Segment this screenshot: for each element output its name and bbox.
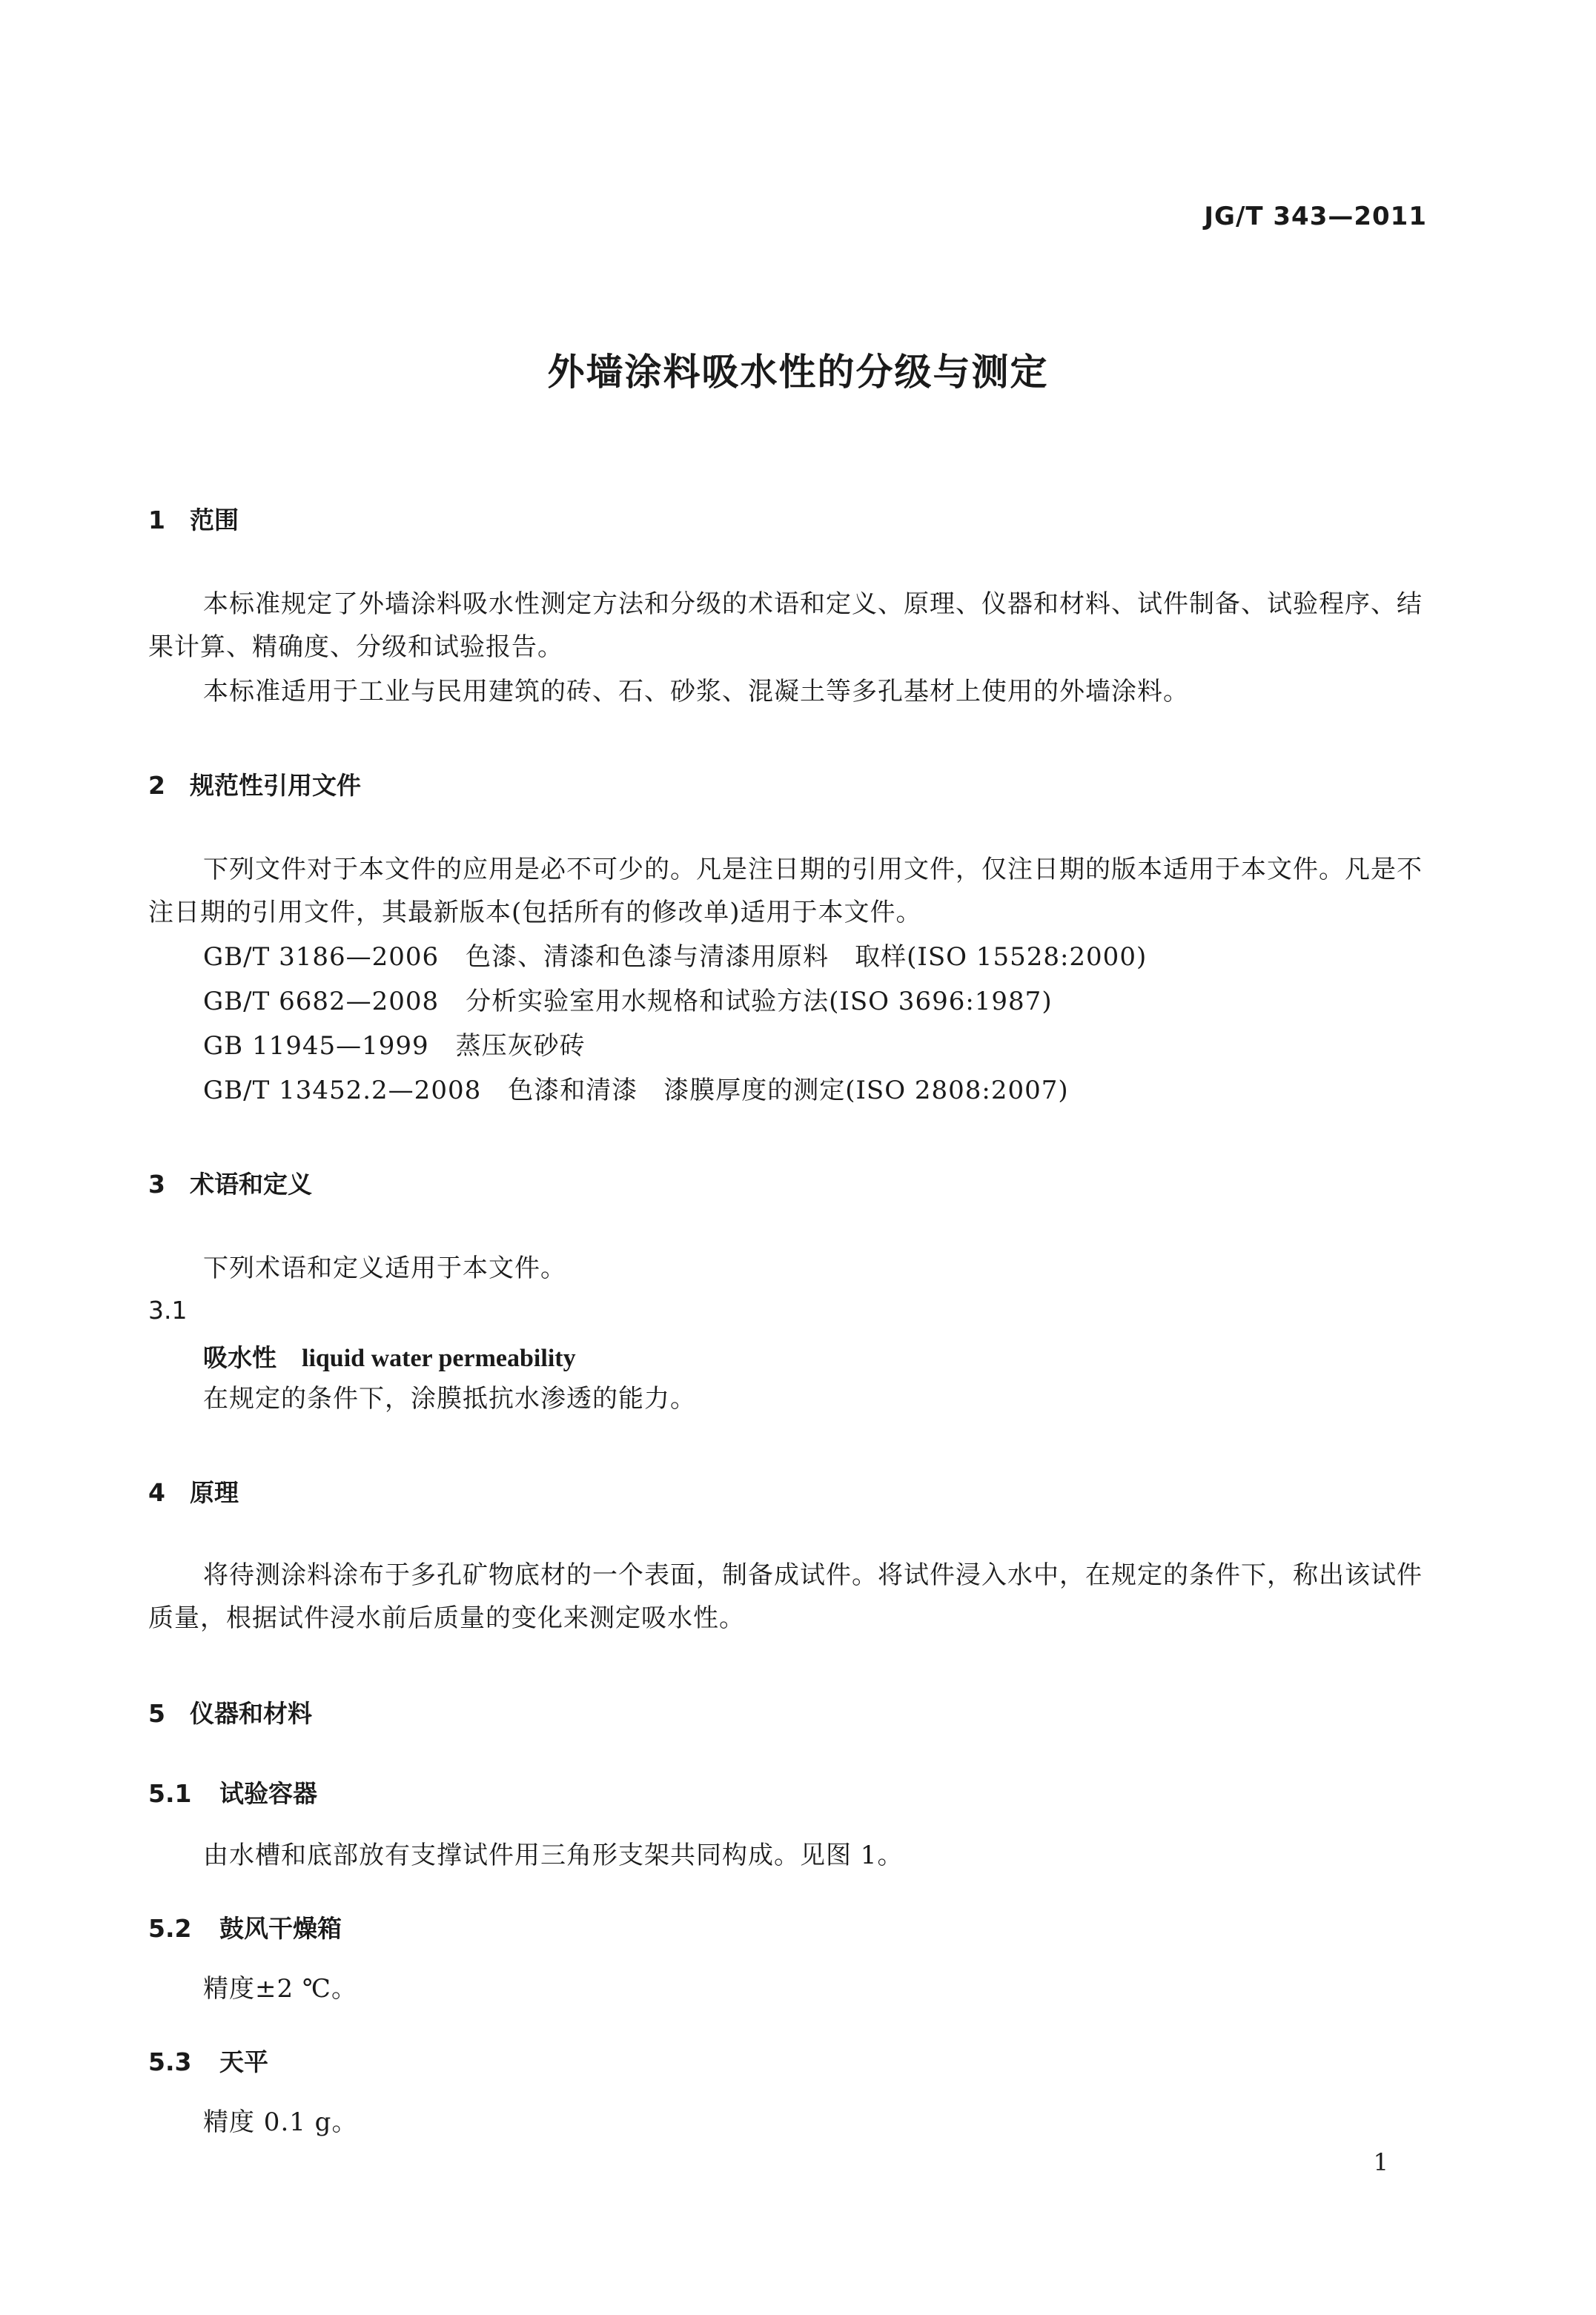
subsection-number: 5.3 [148,2047,192,2076]
section-number: 5 [148,1699,165,1728]
subsection-5-2-text: 精度±2 ℃。 [203,1974,357,2004]
term-entry [203,1339,576,1374]
section-title: 术语和定义 [190,1170,312,1199]
section-number: 1 [148,506,165,534]
section-3-intro: 下列术语和定义适用于本文件。 [203,1253,566,1283]
term-definition: 在规定的条件下，涂膜抵抗水渗透的能力。 [203,1384,696,1414]
section-title: 仪器和材料 [190,1699,312,1728]
term-chinese: 吸水性 [203,1343,277,1372]
section-title: 范围 [190,506,239,534]
section-5-heading [148,1695,312,1729]
subsection-5-2-heading [148,1910,342,1944]
reference-title: 色漆和清漆 漆膜厚度的测定(ISO 2808:2007) [508,1076,1069,1105]
section-4-paragraph: 将待测涂料涂布于多孔矿物底材的一个表面，制备成试件。将试件浸入水中，在规定的条件下，称出该试件质量，根据试件浸水前后质量的变化来测定吸水性。 [148,1560,1423,1633]
section-1-paragraph-2: 本标准适用于工业与民用建筑的砖、石、砂浆、混凝土等多孔基材上使用的外墙涂料。 [203,677,1189,706]
section-title: 规范性引用文件 [190,771,361,800]
subsection-5-1-text: 由水槽和底部放有支撑试件用三角形支架共同构成。见图 1。 [203,1841,904,1870]
section-2-intro: 下列文件对于本文件的应用是必不可少的。凡是注日期的引用文件，仅注日期的版本适用于本文件。凡是不注日期的引用文件，其最新版本(包括所有的修改单)适用于本文件。 [148,855,1423,927]
reference-item [203,980,1053,1023]
reference-item [203,1069,1069,1112]
section-1-paragraph-1: 本标准规定了外墙涂料吸水性测定方法和分级的术语和定义、原理、仪器和材料、试件制备、试验程序、结果计算、精确度、分级和试验报告。 [148,589,1423,662]
reference-code: GB/T 13452.2—2008 [203,1076,482,1105]
subsection-title: 试验容器 [219,1779,317,1808]
subsection-5-1-heading [148,1775,317,1809]
subsection-5-3-text: 精度 0.1 g。 [203,2107,358,2137]
reference-code: GB/T 3186—2006 [203,942,440,972]
section-4-heading [148,1474,239,1508]
term-english: liquid water permeability [302,1345,576,1372]
reference-item [203,1024,586,1067]
section-1-heading [148,501,239,536]
reference-title: 分析实验室用水规格和试验方法(ISO 3696:1987) [466,987,1053,1016]
section-number: 3 [148,1170,165,1199]
section-number: 2 [148,771,165,800]
page-number: 1 [1373,2148,1388,2176]
subsection-title: 天平 [219,2047,268,2076]
section-3-heading [148,1165,312,1200]
reference-code: GB 11945—1999 [203,1031,429,1061]
standard-number: JG/T 343—2011 [1204,202,1427,231]
subsection-number: 5.2 [148,1914,192,1943]
reference-title: 色漆、清漆和色漆与清漆用原料 取样(ISO 15528:2000) [466,942,1148,972]
section-2-heading [148,766,361,801]
term-number: 3.1 [148,1296,188,1325]
subsection-title: 鼓风干燥箱 [219,1914,342,1943]
subsection-5-3-heading [148,2043,268,2078]
page-title: 外墙涂料吸水性的分级与测定 [547,351,1049,394]
reference-item [203,935,1147,978]
reference-title: 蒸压灰砂砖 [455,1031,586,1061]
section-title: 原理 [190,1478,239,1507]
reference-code: GB/T 6682—2008 [203,987,440,1016]
subsection-number: 5.1 [148,1779,192,1808]
section-number: 4 [148,1478,165,1507]
